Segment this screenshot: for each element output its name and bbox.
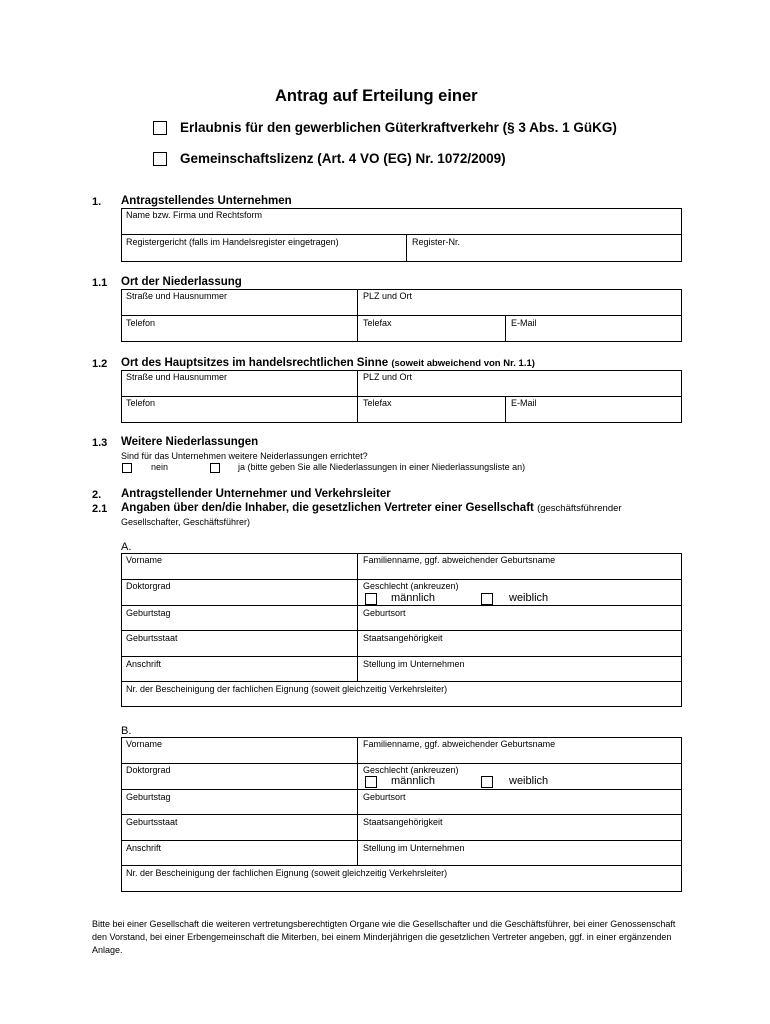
person-a-weiblich-checkbox[interactable] xyxy=(481,593,493,605)
ja-label: ja (bitte geben Sie alle Niederlassungen in einer Niederlassungsliste an) xyxy=(238,462,526,472)
erlaubnis-checkbox[interactable] xyxy=(153,121,167,135)
niederlassung-telefax-field[interactable]: Telefax xyxy=(363,318,392,328)
hauptsitz-plz-field[interactable]: PLZ und Ort xyxy=(363,372,413,382)
erlaubnis-label: Erlaubnis für den gewerblichen Güterkraftverkehr (§ 3 Abs. 1 GüKG) xyxy=(180,120,617,135)
divider xyxy=(121,789,682,790)
person-a-stellung-field[interactable]: Stellung im Unternehmen xyxy=(363,659,465,669)
section-1-title: Antragstellendes Unternehmen xyxy=(121,195,292,207)
person-a-familienname-field[interactable]: Familienname, ggf. abweichender Geburtsname xyxy=(363,555,556,565)
person-a-bescheinigung-field[interactable]: Nr. der Bescheinigung der fachlichen Eignung (soweit gleichzeitig Verkehrsleiter) xyxy=(126,684,448,694)
niederlassungen-question: Sind für das Unternehmen weitere Neiderlassungen errichtet? xyxy=(121,451,368,461)
footer-note: Bitte bei einer Gesellschaft die weiteren vertretungsberechtigten Organe wie die Gesellschafter und die Geschäftsführer, bei einer Genossenschaft den Vorstand, bei einer Erbengemeinschaft die Miterben, bei einem Minderjährigen die gesetzlichen Vertreter angeben, ggf. in einer ergänzenden Anlage. xyxy=(92,919,676,955)
person-a-geburtsort-field[interactable]: Geburtsort xyxy=(363,608,406,618)
section-1-1-title: Ort der Niederlassung xyxy=(121,276,242,288)
section-2-1-note: (geschäftsführender xyxy=(537,503,622,514)
divider xyxy=(121,814,682,815)
divider xyxy=(121,840,682,841)
niederlassung-email-field[interactable]: E-Mail xyxy=(511,318,537,328)
person-b-bescheinigung-field[interactable]: Nr. der Bescheinigung der fachlichen Eignung (soweit gleichzeitig Verkehrsleiter) xyxy=(126,868,448,878)
person-a-doktorgrad-field[interactable]: Doktorgrad xyxy=(126,581,171,591)
section-1-2-title-text: Ort des Hauptsitzes im handelsrechtlichen Sinne xyxy=(121,357,389,369)
person-b-letter: B. xyxy=(121,725,132,737)
page-title: Antrag auf Erteilung einer xyxy=(275,87,478,105)
person-b-stellung-field[interactable]: Stellung im Unternehmen xyxy=(363,843,465,853)
nein-checkbox[interactable] xyxy=(122,463,132,473)
person-b-weiblich-label: weiblich xyxy=(509,775,549,787)
niederlassung-plz-field[interactable]: PLZ und Ort xyxy=(363,291,413,301)
divider xyxy=(357,737,358,865)
section-1-2-note: (soweit abweichend von Nr. 1.1) xyxy=(391,358,535,369)
section-1-1-number: 1.1 xyxy=(92,277,108,289)
person-a-staatsangehoerigkeit-field[interactable]: Staatsangehörigkeit xyxy=(363,633,443,643)
divider xyxy=(121,865,682,866)
person-a-maennlich-checkbox[interactable] xyxy=(365,593,377,605)
hauptsitz-strasse-field[interactable]: Straße und Hausnummer xyxy=(126,372,228,382)
divider xyxy=(121,605,682,606)
divider xyxy=(121,234,682,235)
divider xyxy=(121,315,682,316)
person-a-geburtstag-field[interactable]: Geburtstag xyxy=(126,608,171,618)
divider xyxy=(121,630,682,631)
person-a-geschlecht-label: Geschlecht (ankreuzen) xyxy=(363,581,459,591)
divider xyxy=(357,553,358,681)
divider xyxy=(121,763,682,764)
divider xyxy=(406,234,407,262)
divider xyxy=(121,396,682,397)
hauptsitz-telefon-field[interactable]: Telefon xyxy=(126,398,156,408)
divider xyxy=(121,656,682,657)
person-a-letter: A. xyxy=(121,541,132,553)
section-2-title: Antragstellender Unternehmer und Verkehrsleiter xyxy=(121,488,391,500)
divider xyxy=(121,579,682,580)
person-b-geburtsstaat-field[interactable]: Geburtsstaat xyxy=(126,817,178,827)
divider xyxy=(357,289,358,342)
person-a-maennlich-label: männlich xyxy=(391,592,436,604)
person-b-geschlecht-label: Geschlecht (ankreuzen) xyxy=(363,765,459,775)
section-1-3-title: Weitere Niederlassungen xyxy=(121,436,259,448)
person-a-weiblich-label: weiblich xyxy=(509,592,549,604)
person-b-weiblich-checkbox[interactable] xyxy=(481,776,493,788)
section-2-1-title-text: Angaben über den/die Inhaber, die gesetzlichen Vertreter einer Gesellschaft xyxy=(121,502,534,514)
section-2-number: 2. xyxy=(92,489,102,501)
section-1-3-number: 1.3 xyxy=(92,437,108,449)
person-a-geburtsstaat-field[interactable]: Geburtsstaat xyxy=(126,633,178,643)
section-2-1-number: 2.1 xyxy=(92,503,108,515)
person-b-geburtsort-field[interactable]: Geburtsort xyxy=(363,792,406,802)
registergericht-field[interactable]: Registergericht (falls im Handelsregister eingetragen) xyxy=(126,237,339,247)
ja-checkbox[interactable] xyxy=(210,463,220,473)
person-b-maennlich-label: männlich xyxy=(391,775,436,787)
person-b-familienname-field[interactable]: Familienname, ggf. abweichender Geburtsname xyxy=(363,739,556,749)
gemeinschaftslizenz-label: Gemeinschaftslizenz (Art. 4 VO (EG) Nr. 1072/2009) xyxy=(180,151,506,166)
divider xyxy=(505,315,506,342)
divider xyxy=(505,396,506,423)
divider xyxy=(357,370,358,423)
person-b-doktorgrad-field[interactable]: Doktorgrad xyxy=(126,765,171,775)
person-b-vorname-field[interactable]: Vorname xyxy=(126,739,163,749)
person-b-anschrift-field[interactable]: Anschrift xyxy=(126,843,162,853)
section-2-1-title xyxy=(121,502,622,514)
gemeinschaftslizenz-checkbox[interactable] xyxy=(153,152,167,166)
firma-field[interactable]: Name bzw. Firma und Rechtsform xyxy=(126,210,263,220)
niederlassung-strasse-field[interactable]: Straße und Hausnummer xyxy=(126,291,228,301)
person-b-geburtstag-field[interactable]: Geburtstag xyxy=(126,792,171,802)
nein-label: nein xyxy=(151,462,169,472)
person-a-vorname-field[interactable]: Vorname xyxy=(126,555,163,565)
register-nr-field[interactable]: Register-Nr. xyxy=(412,237,461,247)
person-b-maennlich-checkbox[interactable] xyxy=(365,776,377,788)
person-b-staatsangehoerigkeit-field[interactable]: Staatsangehörigkeit xyxy=(363,817,443,827)
hauptsitz-telefax-field[interactable]: Telefax xyxy=(363,398,392,408)
person-a-anschrift-field[interactable]: Anschrift xyxy=(126,659,162,669)
section-2-1-note-continued: Gesellschafter, Geschäftsführer) xyxy=(121,517,251,527)
divider xyxy=(121,681,682,682)
niederlassung-telefon-field[interactable]: Telefon xyxy=(126,318,156,328)
hauptsitz-email-field[interactable]: E-Mail xyxy=(511,398,537,408)
section-1-number: 1. xyxy=(92,196,102,208)
section-1-2-title xyxy=(121,357,535,369)
section-1-2-number: 1.2 xyxy=(92,358,108,370)
